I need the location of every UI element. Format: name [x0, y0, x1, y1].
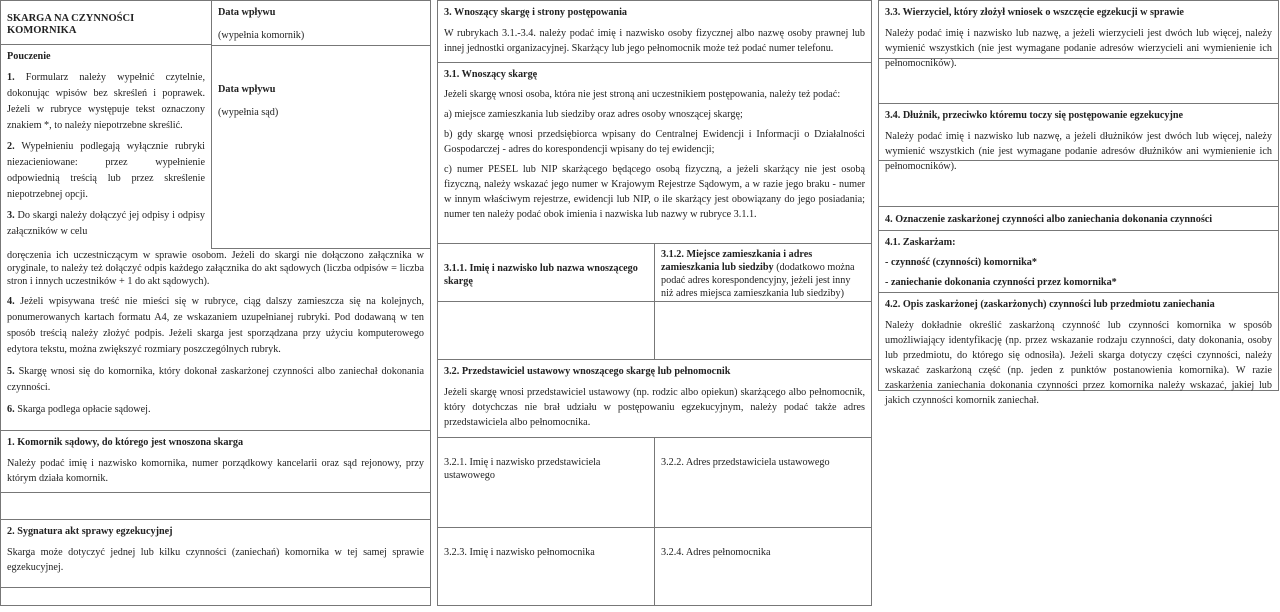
section-title: 3. Wnoszący skargę i strony postępowania — [444, 7, 628, 18]
instruction-item: 3. Do skargi należy dołączyć jej odpisy i odpisy załączników w celu — [7, 210, 205, 237]
section-title: 1. Komornik sądowy, do którego jest wnoszona skarga — [7, 437, 244, 448]
instruction-item: 1. Formularz należy wypełnić czytelnie, dokonując wpisów bez skreśleń i poprawek. Jeżeli w rubryce występuje tekst oznaczony znakiem *, to należy niepotrzebne skreślić. — [7, 72, 205, 131]
date-received-court-field[interactable] — [212, 46, 430, 249]
section-point: b) gdy skargę wnosi przedsiębiorca wpisany do Centralnej Ewidencji i Informacji o Działalności Gospodarczej - adres do korespondencji wpisany do tej ewidencji; — [444, 129, 865, 155]
instruction-item: 5. Skargę wnosi się do komornika, który dokonał zaskarżonej czynności albo zaniechał dokonania czynności. — [7, 366, 424, 393]
section-title: 4.1. Zaskarżam: — [885, 237, 956, 248]
field-label-3-1-1: 3.1.1. Imię i nazwisko lub nazwa wnoszącego skargę — [444, 263, 638, 287]
middle-column — [437, 0, 872, 606]
section-3-4-debtor — [879, 104, 1278, 172]
section-title: 4.2. Opis zaskarżonej (zaskarżonych) czynności lub przedmiotu zaniechania — [885, 299, 1215, 310]
instructions — [1, 45, 211, 249]
section-title: 3.2. Przedstawiciel ustawowy wnoszącego skargę lub pełnomocnik — [444, 366, 731, 377]
section-title: 2. Sygnatura akt sprawy egzekucyjnej — [7, 526, 173, 537]
section-3-3-creditor — [879, 1, 1278, 69]
instructions-continued — [1, 249, 430, 431]
section-1-input[interactable] — [1, 493, 430, 520]
section-3-1-inputs — [438, 302, 871, 360]
section-2-input[interactable] — [1, 588, 430, 612]
section-help: Należy dokładnie określić zaskarżoną czynność lub czynności komornika w sposób umożliwiający identyfikację (np. przez wskazanie rodzaju czynności, daty dokonania, osoby lub przedmiotu, do którego się odnosiła). Jeżeli skarga dotyczy części czynności, należy wskazać zaskarżoną część (np. jeden z punktów postanowienia komornika). W razie zaskarżenia zaniechania dokonania czynności przez komornika należy wskazać, jakiej lub jakich czynności komornik zaniechał. — [885, 320, 1272, 406]
section-title: 3.4. Dłużnik, przeciwko któremu toczy się postępowanie egzekucyjne — [885, 110, 1184, 121]
section-3-1-complainant — [438, 63, 871, 244]
section-point: a) miejsce zamieszkania lub siedziby oraz adres osoby wnoszącej skargę; — [444, 109, 743, 120]
input-3-2-2[interactable]: 3.2.2. Adres przedstawiciela ustawowego — [654, 438, 871, 527]
section-help: Jeżeli skargę wnosi osoba, która nie jest stroną ani uczestnikiem postępowania, należy też podać: — [444, 89, 841, 100]
left-column — [0, 0, 431, 606]
section-point: c) numer PESEL lub NIP skarżącego będącego osobą fizyczną, a jeżeli skarżący nie jest osobą fizyczną, należy wskazać jego numer w Krajowym Rejestrze Sądowym, a w razie jego braku - numer w innym właściwym rejestrze, ewidencji lub NIP, o ile skarżący jest obowiązany do jego posiadania; numer ten należy podać obok imienia i nazwiska lub nazwy w rubryce 3.1.1. — [444, 164, 865, 220]
date-received-label: Data wpływu — [218, 7, 276, 18]
section-3-2-row-1 — [438, 438, 871, 528]
section-title: 3.3. Wierzyciel, który złożył wniosek o wszczęcie egzekucji w sprawie — [885, 7, 1184, 18]
section-3-4-input[interactable] — [879, 161, 1278, 207]
section-4-designation — [879, 207, 1278, 231]
input-3-2-4[interactable]: 3.2.4. Adres pełnomocnika — [654, 528, 871, 605]
form-title: SKARGA NA CZYNNOŚCI KOMORNIKA — [1, 1, 211, 45]
section-title: 4. Oznaczenie zaskarżonej czynności albo zaniechania dokonania czynności — [885, 214, 1213, 225]
section-4-1-appeal — [879, 231, 1278, 293]
appeal-option-omission[interactable]: - zaniechanie dokonania czynności przez komornika* — [885, 277, 1117, 288]
section-3-1-labels — [438, 244, 871, 302]
section-help: W rubrykach 3.1.-3.4. należy podać imię i nazwisko osoby fizycznej albo nazwę osoby prawnej lub innej jednostki organizacyjnej. Skarżący lub jego pełnomocnik może też podać numer telefonu. — [444, 28, 865, 54]
instructions-heading: Pouczenie — [7, 51, 51, 62]
section-help: Należy podać imię i nazwisko komornika, numer porządkowy kancelarii oraz sąd rejonowy, przy którym działa komornik. — [7, 458, 424, 484]
date-received-bailiff-field[interactable] — [212, 1, 430, 46]
instruction-item-3-continued: doręczenia ich uczestniczącym w sprawie osobom. Jeżeli do skargi nie dołączono załącznika w oryginale, to należy też dołączyć odpis każdego załącznika do akt sądowych (liczba odpisów = liczba stron i innych uczestników + 1 do akt sądowych). — [7, 250, 424, 287]
section-3-2-representative — [438, 360, 871, 438]
section-1-bailiff — [1, 431, 430, 493]
form-header — [1, 1, 430, 249]
section-4-2-description — [879, 293, 1278, 412]
date-received-label: Data wpływu — [218, 84, 276, 95]
section-3-3-input[interactable] — [879, 59, 1278, 104]
instruction-item: 2. Wypełnieniu podlegają wyłącznie rubryki niezacieniowane: przez wypełnienie odpowiednią treścią lub przez skreślenie niepotrzebnej opcji. — [7, 141, 205, 200]
date-received-note: (wypełnia komornik) — [218, 30, 305, 41]
input-3-2-1[interactable]: 3.2.1. Imię i nazwisko przedstawiciela ustawowego — [444, 457, 601, 481]
section-3-parties — [438, 1, 871, 63]
date-received-note: (wypełnia sąd) — [218, 107, 279, 118]
section-title: 3.1. Wnoszący skargę — [444, 69, 538, 80]
input-3-1-1[interactable] — [438, 302, 654, 359]
instruction-item: 6. Skarga podlega opłacie sądowej. — [7, 404, 151, 415]
input-3-2-3[interactable]: 3.2.3. Imię i nazwisko pełnomocnika — [444, 547, 595, 558]
section-help: Skarga może dotyczyć jednej lub kilku czynności (zaniechań) komornika w tej samej sprawie egzekucyjnej. — [7, 547, 424, 573]
section-help: Należy podać imię i nazwisko lub nazwę, a jeżeli wierzycieli jest dwóch lub więcej, należy wymienić wszystkich (nie jest wymagane podanie adresów wierzycieli ani wymienienie ich pełnomocników). — [885, 28, 1272, 69]
section-help: Należy podać imię i nazwisko lub nazwę, a jeżeli dłużników jest dwóch lub więcej, należy wymienić wszystkich (nie jest wymagane podanie adresów dłużników ani wymienienie ich pełnomocników). — [885, 131, 1272, 172]
instruction-item: 4. Jeżeli wpisywana treść nie mieści się w rubryce, ciąg dalszy zamieszcza się na kolejnych, ponumerowanych kartach formatu A4, ze wskazaniem uzupełnianej rubryki. Pod dodawaną w ten sposób treścią należy złożyć podpis. Jeżeli skarga jest sporządzana przy użyciu komputerowego edytora tekstu, można zwiększyć rozmiary poszczególnych rubryk. — [7, 296, 424, 355]
input-3-1-2[interactable] — [654, 302, 871, 359]
appeal-option-action[interactable]: - czynność (czynności) komornika* — [885, 257, 1037, 268]
right-column — [878, 0, 1279, 406]
section-help: Jeżeli skargę wnosi przedstawiciel ustawowy (np. rodzic albo opiekun) skarżącego albo pełnomocnik, który dotychczas nie brał udziału w postępowaniu egzekucyjnym, należy podać także adres przedstawiciela albo pełnomocnika. — [444, 387, 865, 428]
section-2-case-number — [1, 520, 430, 588]
field-label-3-1-2: 3.1.2. Miejsce zamieszkania i adres zamieszkania lub siedziby (dodatkowo można podać adres korespondencyjny, jeżeli jest inny niż adres miejsca zamieszkania lub siedziby) — [654, 244, 871, 301]
section-3-2-row-2 — [438, 528, 871, 605]
